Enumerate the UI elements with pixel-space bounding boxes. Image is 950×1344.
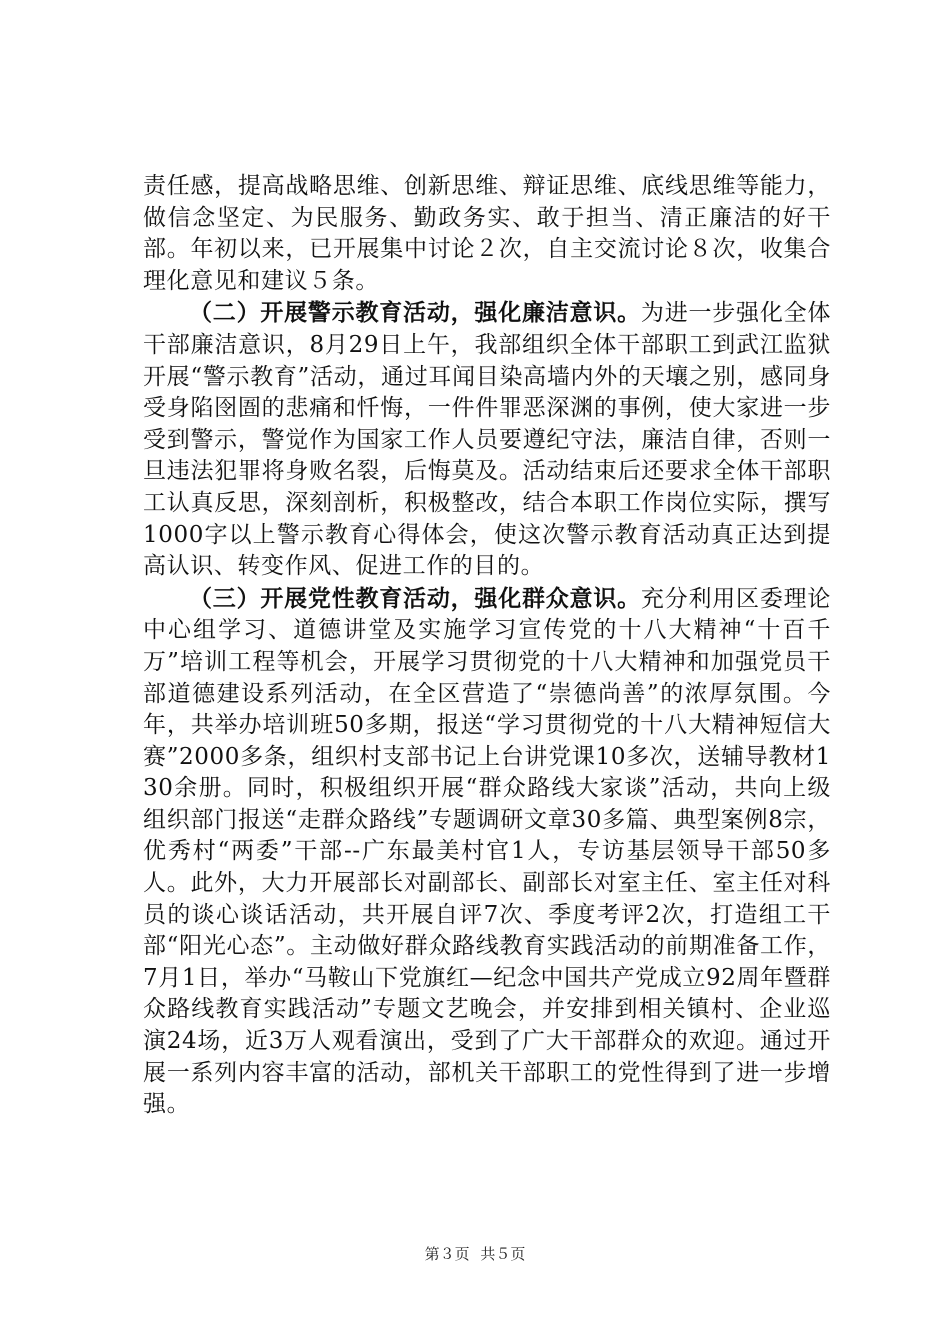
paragraph-warning-education xyxy=(143,297,831,582)
page-number: 第３页 xyxy=(424,1245,470,1263)
document-body xyxy=(143,171,831,1121)
paragraph-text: 为进一步强化全体干部廉洁意识，8月29日上午，我部组织全体干部职工到武江监狱开展“警示教育”活动，通过耳闻目染高墙内外的天壤之别，感同身受身陷囹圄的悲痛和忏悔，一件件罪恶深渊的事例，使大家进一步受到警示，警觉作为国家工作人员要遵纪守法，廉洁自律，否则一旦违法犯罪将身败名裂，后悔莫及。活动结束后还要求全体干部职工认真反思，深刻剖析，积极整改，结合本职工作岗位实际，撰写1000字以上警示教育心得体会，使这次警示教育活动真正达到提高认识、转变作风、促进工作的目的。 xyxy=(143,300,831,580)
page-total: 共５页 xyxy=(480,1245,526,1263)
page-footer xyxy=(0,1243,950,1264)
paragraph-text: 责任感，提高战略思维、创新思维、辩证思维、底线思维等能力，做信念坚定、为民服务、勤政务实、敢于担当、清正廉洁的好干部。年初以来，已开展集中讨论２次，自主交流讨论８次，收集合理化意见和建议５条。 xyxy=(143,173,831,294)
paragraph-continuation xyxy=(143,171,831,297)
section-heading-warning-education: （二）开展警示教育活动，强化廉洁意识。 xyxy=(189,299,641,327)
paragraph-party-education xyxy=(143,583,831,1121)
paragraph-text: 充分利用区委理论中心组学习、道德讲堂及实施学习宣传党的十八大精神“十百千万”培训工程等机会，开展学习贯彻党的十八大精神和加强党员干部道德建设系列活动，在全区营造了“崇德尚善”的浓厚氛围。今年，共举办培训班50多期，报送“学习贯彻党的十八大精神短信大赛”2000多条，组织村支部书记上台讲党课10多次，送辅导教材130余册。同时，积极组织开展“群众路线大家谈”活动，共向上级组织部门报送“走群众路线”专题调研文章30多篇、典型案例8宗，优秀村“两委”干部--广东最美村官1人，专访基层领导干部50多人。此外，大力开展部长对副部长、副部长对室主任、室主任对科员的谈心谈话活动，共开展自评7次、季度考评2次，打造组工干部“阳光心态”。主动做好群众路线教育实践活动的前期准备工作，7月1日，举办“马鞍山下党旗红—纪念中国共产党成立92周年暨群众路线教育实践活动”专题文艺晚会，并安排到相关镇村、企业巡演24场，近3万人观看演出，受到了广大干部群众的欢迎。通过开展一系列内容丰富的活动，部机关干部职工的党性得到了进一步增强。 xyxy=(143,585,831,1118)
section-heading-party-education: （三）开展党性教育活动，强化群众意识。 xyxy=(189,584,641,612)
